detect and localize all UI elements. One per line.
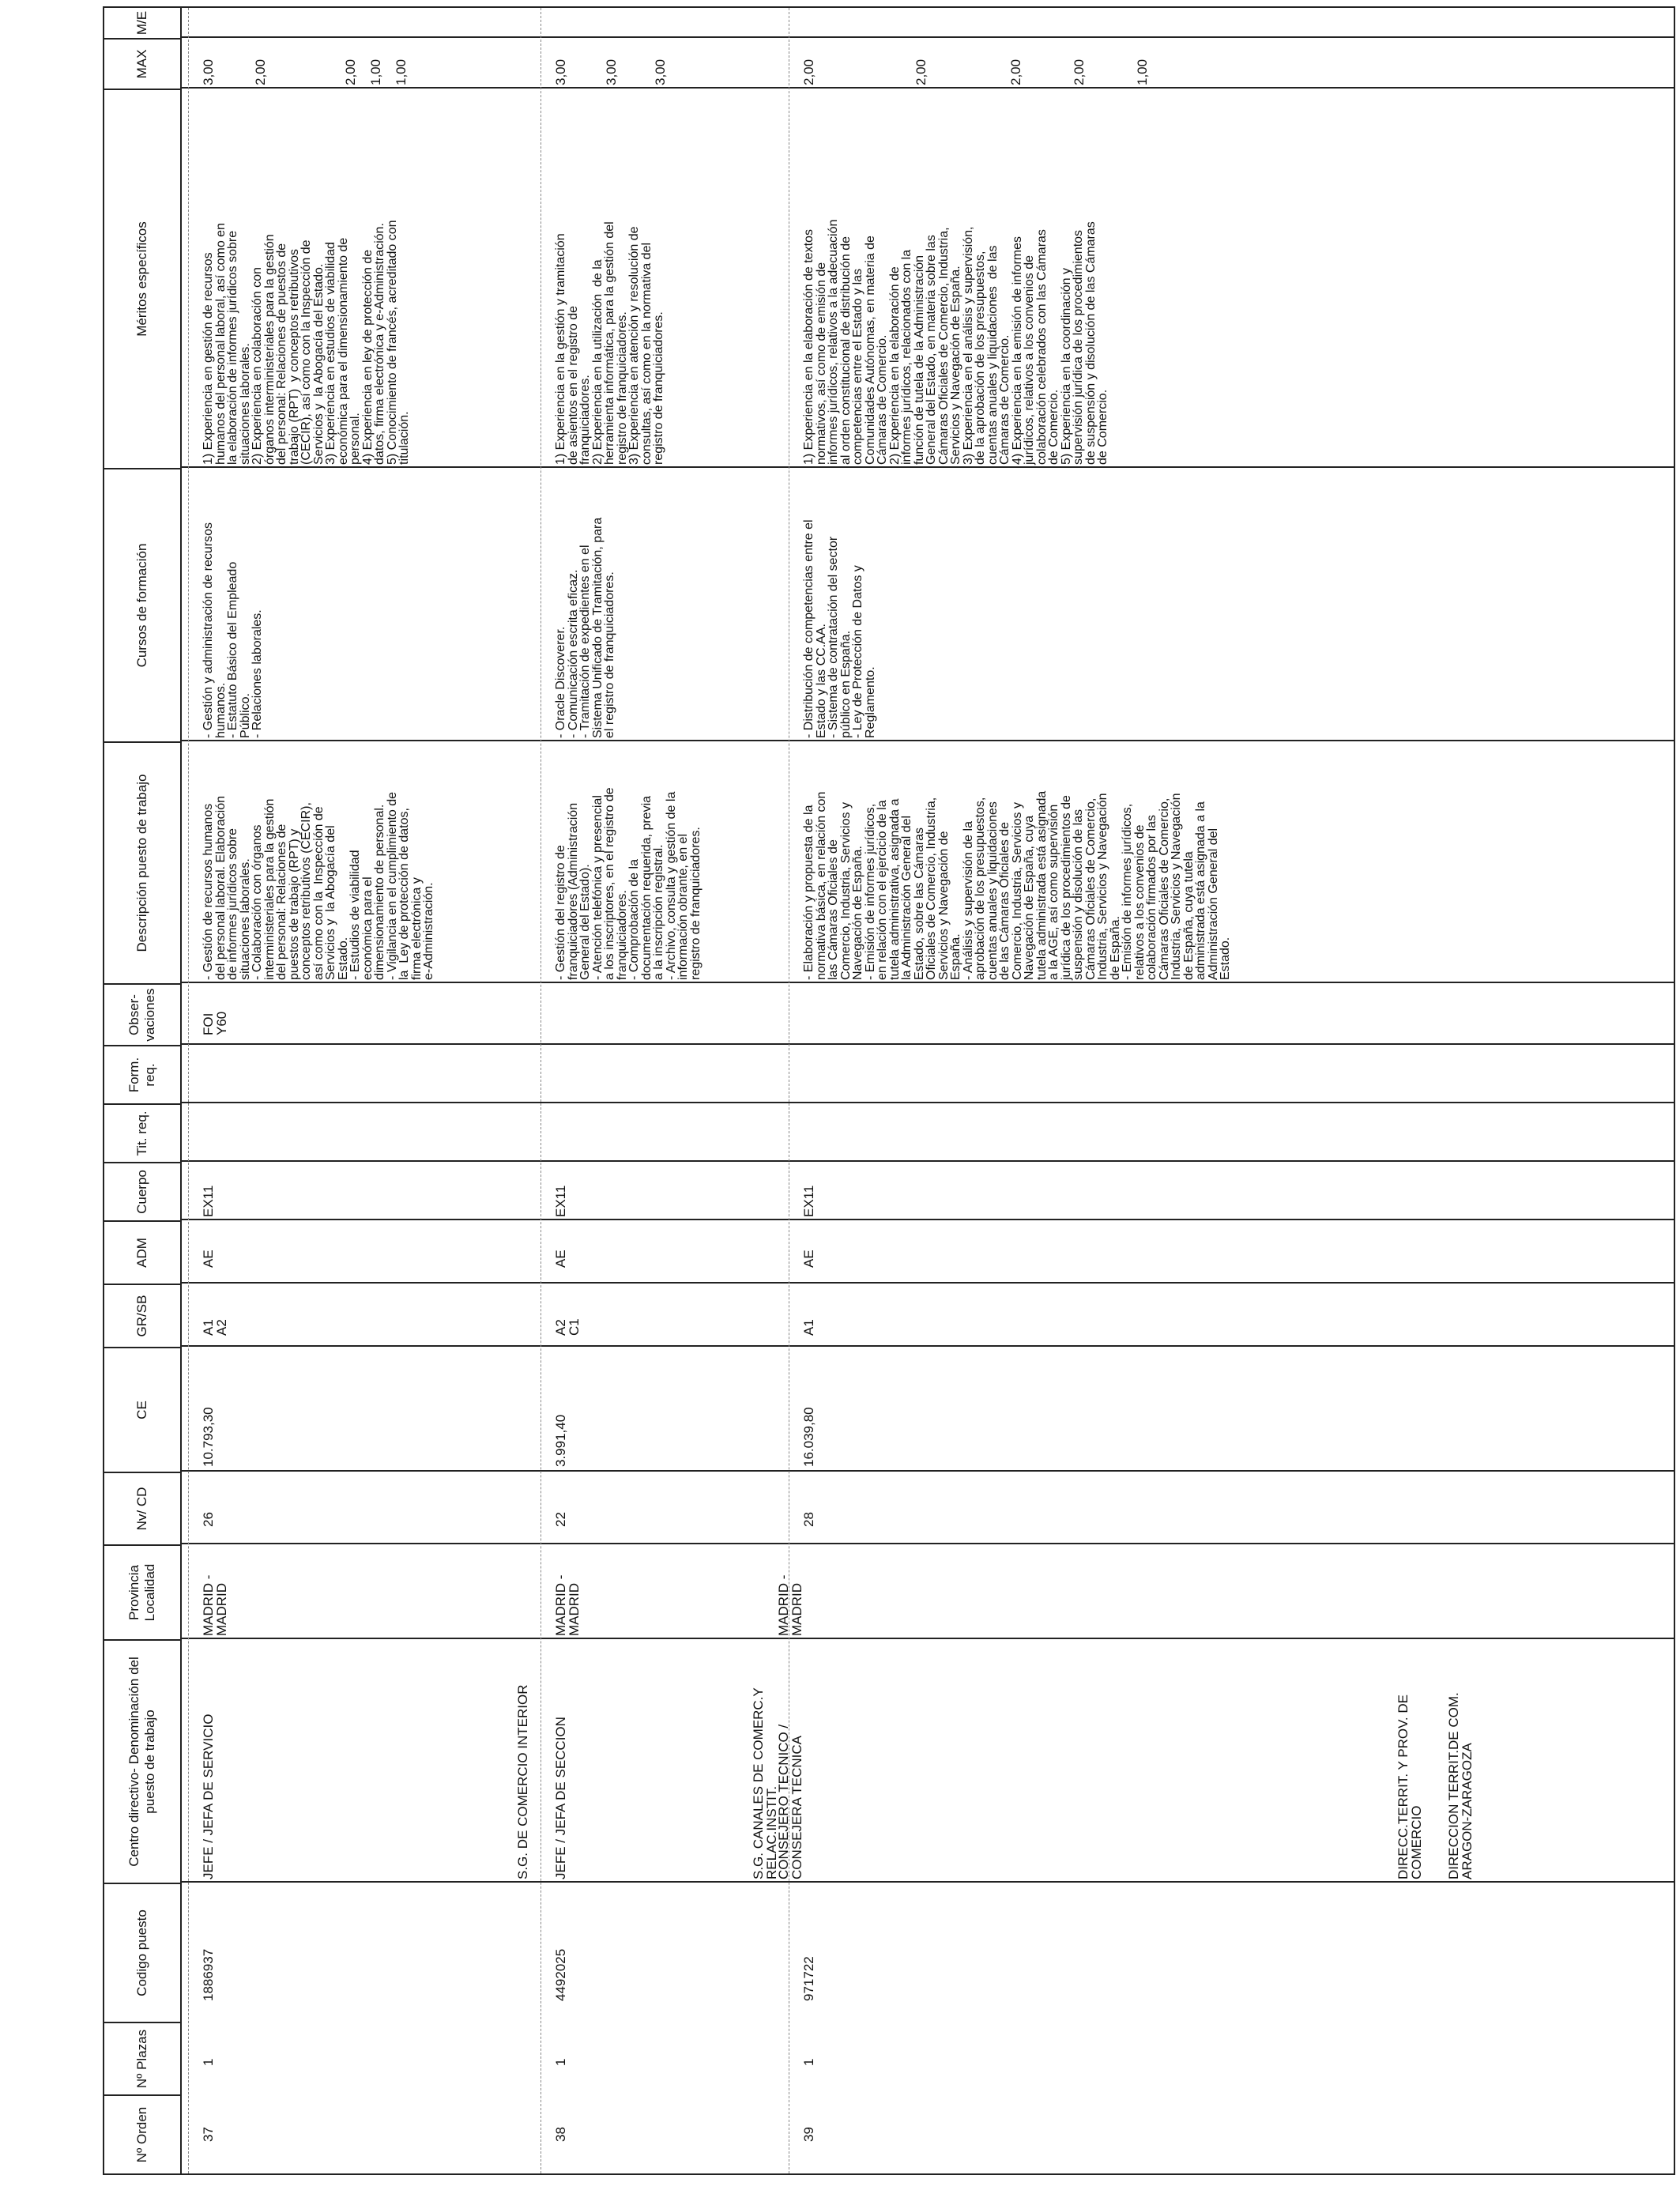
- descripcion-cell: - Gestión del registro de franquiciadores (Administración General del Estado). - Atención telefónica y presencial a los inscriptores, en el registro de franquiciadores. - Comprobación de la documentación requerida, previa a la inscripción registral. - Archivo, consulta y gestión de la información obrante, en el registro de franquiciadores.: [554, 787, 703, 980]
- header-adm: ADM: [104, 1220, 180, 1284]
- column-rule: [180, 36, 1674, 38]
- header-ce: CE: [104, 1347, 180, 1472]
- grupo-cell: A1: [801, 1319, 816, 1336]
- meritos-cell: 1) Experiencia en la elaboración de textos normativos, así como de emisión de informes jurídicos, relativos a la adecuación al orden constitucional de distribución de competencias entre el Estado y las Comunidades Autónomas, en materia de Cámaras de Comercio. 2) Experiencia en la elaboración de informes jurídicos, relacionados con la función de tutela de la Administración General del Estado, en materia sobre las Cámaras Oficiales de Comercio, Industria, Servicios y Navegación de España. 3) Experiencia en el análisis y supervisión, de la aprobación de los presupuestos, cuentas anuales y liquidaciones de las Cámaras de Comercio. 4) Experiencia en la emisión de informes jurídicos, relativos a los convenios de colaboración celebrados con las Cámaras de Comercio. 5) Experiencia en la coordinación y supervisión jurídica de los procedimientos de suspensión y disolución de las Cámaras de Comercio.: [802, 219, 1109, 465]
- header-cuerpo: Cuerpo: [104, 1162, 180, 1220]
- cursos-cell: - Oracle Discoverer. - Comunicación escrita eficaz. - Tramitación de expedientes en el Sistema Unificado de Tramitación, para el registro de franquiciadores.: [554, 517, 616, 738]
- header-descripcion: Descripción puesto de trabajo: [104, 741, 180, 983]
- ce-cell: 3.991,40: [553, 1414, 568, 1467]
- org-unit-heading: S.G. CANALES DE COMERC.Y RELAC.INSTIT.: [751, 1687, 779, 1879]
- header-grupo: GR/SB: [104, 1284, 180, 1347]
- nivel-cell: 26: [201, 1512, 216, 1527]
- org-unit-heading: DIRECCION TERRIT.DE COM. ARAGON-ZARAGOZA: [1446, 1692, 1475, 1879]
- plazas-cell: 1: [553, 2058, 568, 2066]
- column-rule: [180, 982, 1674, 983]
- header-observaciones: Obser- vaciones: [104, 983, 180, 1045]
- header-meritos: Méritos específicos: [104, 89, 180, 468]
- max-cell: 3,00: [604, 58, 619, 85]
- row-separator: [188, 8, 189, 2173]
- positions-table: [103, 6, 1675, 2175]
- column-rule: [180, 1881, 1674, 1883]
- max-cell: 2,00: [253, 58, 268, 85]
- header-max: MAX: [104, 38, 180, 89]
- denominacion-cell: CONSEJERO TECNICO / CONSEJERA TECNICA: [776, 1724, 804, 1879]
- orden-cell: 37: [201, 2127, 216, 2142]
- nivel-cell: 22: [553, 1512, 568, 1527]
- grupo-cell: A1 A2: [201, 1319, 229, 1336]
- max-cell: 1,00: [1135, 58, 1150, 85]
- max-cell: 3,00: [653, 58, 668, 85]
- column-rule: [180, 1160, 1674, 1162]
- header-provincia: Provincia Localidad: [104, 1544, 180, 1639]
- ce-cell: 10.793,30: [201, 1407, 216, 1467]
- max-cell: 2,00: [801, 58, 816, 85]
- max-cell: 2,00: [1008, 58, 1023, 85]
- denominacion-cell: JEFE / JEFA DE SERVICIO: [201, 1713, 216, 1879]
- orden-cell: 39: [801, 2127, 816, 2142]
- column-rule: [180, 466, 1674, 468]
- column-rule: [180, 1219, 1674, 1220]
- codigo-cell: 971722: [801, 1956, 816, 2001]
- cursos-cell: - Distribución de competencias entre el Estado y las CC.AA. - Sistema de contratación del sector público en España. - Ley de Protección de Datos y Reglamento.: [802, 519, 877, 738]
- header-formacion: Form. req.: [104, 1045, 180, 1103]
- column-rule: [180, 1102, 1674, 1103]
- max-cell: 1,00: [394, 58, 409, 85]
- plazas-cell: 1: [201, 2058, 216, 2066]
- column-rule: [180, 1282, 1674, 1284]
- meritos-cell: 1) Experiencia en la gestión y tramitación de asientos en el registro de franquiciadores. 2) Experiencia en la utilización de la herramienta informática, para la gestión del registro de franquiciadores. 3) Experiencia en atención y resolución de consultas, así como en la normativa del registro de franquiciadores.: [554, 221, 665, 465]
- header-nivel: Nv/ CD: [104, 1472, 180, 1544]
- orden-cell: 38: [553, 2127, 568, 2142]
- header-codigo: Codigo puesto: [104, 1883, 180, 2022]
- column-rule: [180, 1345, 1674, 1347]
- max-cell: 2,00: [1072, 58, 1087, 85]
- plazas-cell: 1: [801, 2058, 816, 2066]
- cuerpo-cell: EX11: [553, 1185, 568, 1217]
- org-unit-heading: DIRECC.TERRIT. Y PROV. DE COMERCIO: [1396, 1695, 1424, 1879]
- header-me: M/E: [134, 10, 149, 36]
- header-cursos: Cursos de formación: [104, 468, 180, 741]
- header-titulacion: Tit. req.: [104, 1103, 180, 1162]
- cursos-cell: - Gestión y administración de recursos humanos. - Estatuto Básico del Empleado Público. - Relaciones laborales.: [202, 522, 264, 738]
- adm-cell: AE: [801, 1250, 816, 1268]
- header-orden: Nº Orden: [104, 2094, 180, 2173]
- descripcion-cell: - Elaboración y propuesta de la normativa básica, en relación con las Cámaras Oficiales de Comercio, Industria, Servicios y Navegación de España. - Emisión de informes jurídicos, en relación con el ejercicio de la tutela administrativa, asignada a la Administración General del Estado, sobre las Cámaras Oficiales de Comercio, Industria, Servicios y Navegación de España. - Análisis y supervisión de la aprobación de los presupuestos, cuentas anuales y liquidaciones de las Cámaras Oficiales de Comercio, Industria, Servicios y Navegación de España, cuya tutela administrada está asignada a la AGE, así como supervisión jurídica de los procedimientos de suspensión y disolución de las Cámaras Oficiales de Comercio, Industria, Servicios y Navegación de España. - Emisión de informes jurídicos, relativos a los convenios de colaboración firmados por las Cámaras Oficiales de Comercio, Industria, Servicios y Navegación de España, cuya tutela administrada está asignada a la Administración General del Estado.: [802, 790, 1232, 980]
- column-rule: [180, 87, 1674, 89]
- observaciones-cell: FOI Y60: [201, 1011, 229, 1035]
- max-cell: 3,00: [201, 58, 216, 85]
- max-cell: 2,00: [343, 58, 358, 85]
- header-plazas: Nº Plazas: [104, 2022, 180, 2094]
- denominacion-cell: JEFE / JEFA DE SECCION: [553, 1717, 568, 1879]
- column-rule: [180, 1638, 1674, 1639]
- provincia-cell: MADRID - MADRID: [553, 1574, 582, 1636]
- adm-cell: AE: [201, 1250, 216, 1268]
- grupo-cell: A2 C1: [553, 1318, 582, 1336]
- meritos-cell: 1) Experiencia en gestión de recursos humanos del personal laboral, así como en la elaboración de informes jurídicos sobre situaciones laborales. 2) Experiencia en colaboración con órganos interministeriales para la gestión del personal: Relaciones de puestos de trabajo (RPT) y conceptos retributivos (CECIR), así como con la Inspección de Servicios y la Abogacía del Estado. 3) Experiencia en estudios de viabilidad económica para el dimensionamiento de personal. 4) Experiencia en ley de protección de datos, firma electrónica y e-Administración. 5) Conocimiento de francés, acreditado con titulación.: [202, 220, 411, 465]
- max-cell: 2,00: [913, 58, 929, 85]
- max-cell: 1,00: [368, 58, 383, 85]
- org-unit-heading: S.G. DE COMERCIO INTERIOR: [515, 1684, 530, 1879]
- ce-cell: 16.039,80: [801, 1407, 816, 1467]
- nivel-cell: 28: [801, 1512, 816, 1527]
- descripcion-cell: - Gestión de recursos humanos del personal laboral. Elaboración de informes jurídicos sobre situaciones laborales. - Colaboración con órganos interministeriales para la gestión del personal: Relaciones de puestos de trabajo (RPT) y conceptos retributivos (CECIR), así como con la Inspección de Servicios y la Abogacía del Estado. - Estudios de viabilidad económica para el dimensionamiento de personal. - Vigilancia en el cumplimiento de la Ley de protección de datos, firma electrónica y e-Administración.: [202, 791, 435, 980]
- table-header: [104, 8, 182, 2173]
- max-cell: 3,00: [553, 58, 568, 85]
- codigo-cell: 4492025: [553, 1948, 568, 2001]
- provincia-cell: MADRID - MADRID: [201, 1574, 229, 1636]
- column-rule: [180, 740, 1674, 741]
- adm-cell: AE: [553, 1250, 568, 1268]
- column-rule: [180, 1470, 1674, 1472]
- cuerpo-cell: EX11: [201, 1185, 216, 1217]
- header-centro: Centro directivo- Denominación del puesto de trabajo: [104, 1639, 180, 1883]
- cuerpo-cell: EX11: [801, 1185, 816, 1217]
- column-rule: [180, 1043, 1674, 1045]
- provincia-cell: MADRID - MADRID: [776, 1574, 804, 1636]
- codigo-cell: 1886937: [201, 1948, 216, 2001]
- column-rule: [180, 1543, 1674, 1544]
